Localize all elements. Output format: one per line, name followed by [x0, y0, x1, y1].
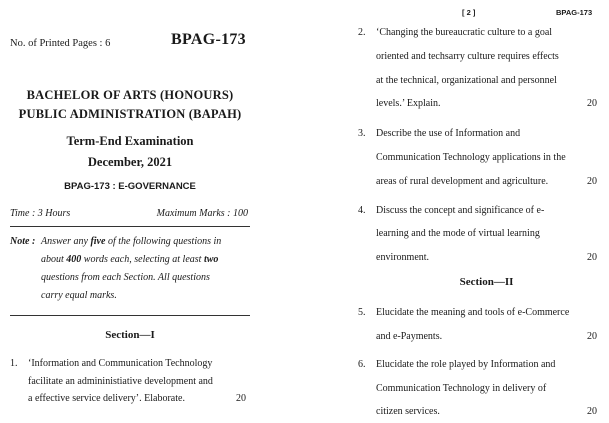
question-marks: 20	[587, 176, 597, 187]
note-line: carry equal marks.	[41, 290, 117, 301]
question-number: 5.	[358, 307, 366, 318]
question-number: 6.	[358, 359, 366, 370]
divider	[10, 315, 250, 316]
question-number: 3.	[358, 128, 366, 139]
note-line: about 400 words each, selecting at least two	[41, 254, 219, 265]
question-line: ‘Information and Communication Technology	[28, 358, 213, 369]
question-marks: 20	[587, 98, 597, 109]
question-line: Discuss the concept and significance of e-	[376, 205, 545, 216]
running-paper-code: BPAG-173	[556, 8, 593, 17]
question-number: 4.	[358, 205, 366, 216]
question-line: learning and the mode of virtual learning	[376, 228, 540, 239]
question-line: environment.	[376, 252, 430, 263]
note-line: questions from each Section. All questions	[41, 272, 210, 283]
question-line: Elucidate the role played by Information and	[376, 359, 556, 370]
note-label: Note :	[10, 236, 36, 247]
programme-title: PUBLIC ADMINISTRATION (BAPAH)	[18, 107, 242, 121]
divider	[10, 226, 250, 227]
printed-pages-count: No. of Printed Pages : 6	[10, 38, 111, 49]
question-line: ‘Changing the bureaucratic culture to a goal	[376, 27, 553, 38]
note-emphasis-five: five	[90, 236, 106, 247]
question-line: a effective service delivery’. Elaborate.	[28, 393, 185, 404]
question-line: levels.’ Explain.	[376, 98, 441, 109]
question-marks: 20	[587, 406, 597, 417]
left-page	[0, 0, 260, 423]
question-line: and e-Payments.	[376, 331, 443, 342]
question-line: citizen services.	[376, 406, 440, 417]
section-heading: Section—I	[105, 329, 155, 341]
question-marks: 20	[236, 393, 246, 404]
question-marks: 20	[587, 331, 597, 342]
question-line: facilitate an admininistiative development and	[28, 376, 213, 387]
question-line: Elucidate the meaning and tools of e-Commerce	[376, 307, 570, 318]
exam-session: December, 2021	[87, 155, 173, 169]
exam-title: Term-End Examination	[66, 134, 194, 148]
question-line: Communication Technology in delivery of	[376, 383, 547, 394]
question-line: areas of rural development and agriculture.	[376, 176, 549, 187]
question-number: 2.	[358, 27, 366, 38]
degree-title: BACHELOR OF ARTS (HONOURS)	[26, 88, 234, 102]
question-line: at the technical, organizational and personnel	[376, 75, 557, 86]
paper-code: BPAG-173	[171, 31, 246, 48]
question-number: 1.	[10, 358, 18, 369]
note-emphasis-two: two	[203, 254, 219, 265]
question-marks: 20	[587, 252, 597, 263]
note-emphasis-400: 400	[66, 254, 82, 265]
question-line: oriented and techsarry culture requires effects	[376, 51, 559, 62]
course-title: BPAG-173 : E-GOVERNANCE	[64, 181, 196, 192]
section-heading: Section—II	[459, 276, 514, 288]
time-allowed: Time : 3 Hours	[10, 208, 71, 219]
right-page	[300, 0, 609, 423]
maximum-marks: Maximum Marks : 100	[156, 208, 248, 219]
page-number: [ 2 ]	[462, 8, 476, 17]
question-line: Describe the use of Information and	[376, 128, 521, 139]
question-line: Communication Technology applications in the	[376, 152, 566, 163]
note-line: Answer any five of the following questions in	[41, 236, 222, 247]
